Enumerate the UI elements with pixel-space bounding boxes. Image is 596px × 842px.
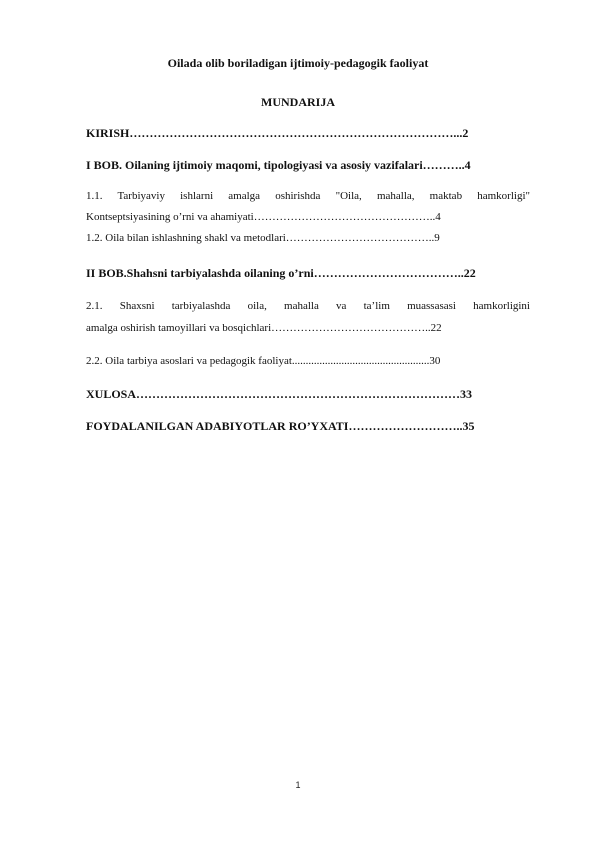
toc-entry-bob-2[interactable]: II BOB.Shahsni tarbiyalashda oilaning o’rni………………………………..22 [86,266,476,280]
toc-entry-bob-1[interactable]: I BOB. Oilaning ijtimoiy maqomi, tipologiyasi va asosiy vazifalari………..4 [86,158,471,172]
document-title: Oilada olib boriladigan ijtimoiy-pedagogik faoliyat [167,56,429,70]
contents-heading: MUNDARIJA [261,95,335,109]
toc-entry-section-1-2[interactable]: 1.2. Oila bilan ishlashning shakl va metodlari…………………………………..9 [86,232,440,244]
toc-entry-section-2-1[interactable] [86,300,530,312]
toc-entry-section-1-1-line-1: 1.1. Tarbiyaviy ishlarni amalga oshirishda "Oila, mahalla, maktab hamkorligi" [86,190,530,202]
toc-entry-section-1-1[interactable] [86,190,530,202]
toc-entry-section-1-1-cont[interactable]: Kontseptsiyasining o’rni va ahamiyati…………………………………………..4 [86,211,441,223]
toc-entry-section-2-1-cont[interactable]: amalga oshirish tamoyillari va bosqichlari……………………………………..22 [86,322,442,334]
toc-entry-section-2-1-line-1: 2.1. Shaxsni tarbiyalashda oila, mahalla va ta’lim muassasasi hamkorligini [86,300,530,312]
toc-entry-foydalanilgan-adabiyotlar[interactable]: FOYDALANILGAN ADABIYOTLAR RO’YXATI………………………..35 [86,419,475,433]
toc-entry-section-2-2[interactable]: 2.2. Oila tarbiya asoslari va pedagogik faoliyat..................................................30 [86,355,441,367]
toc-entry-kirish[interactable]: KIRISH………………………………………………………………………...2 [86,126,469,140]
page-number: 1 [295,780,301,790]
toc-entry-xulosa[interactable]: XULOSA………………………………………………………………………33 [86,387,473,401]
